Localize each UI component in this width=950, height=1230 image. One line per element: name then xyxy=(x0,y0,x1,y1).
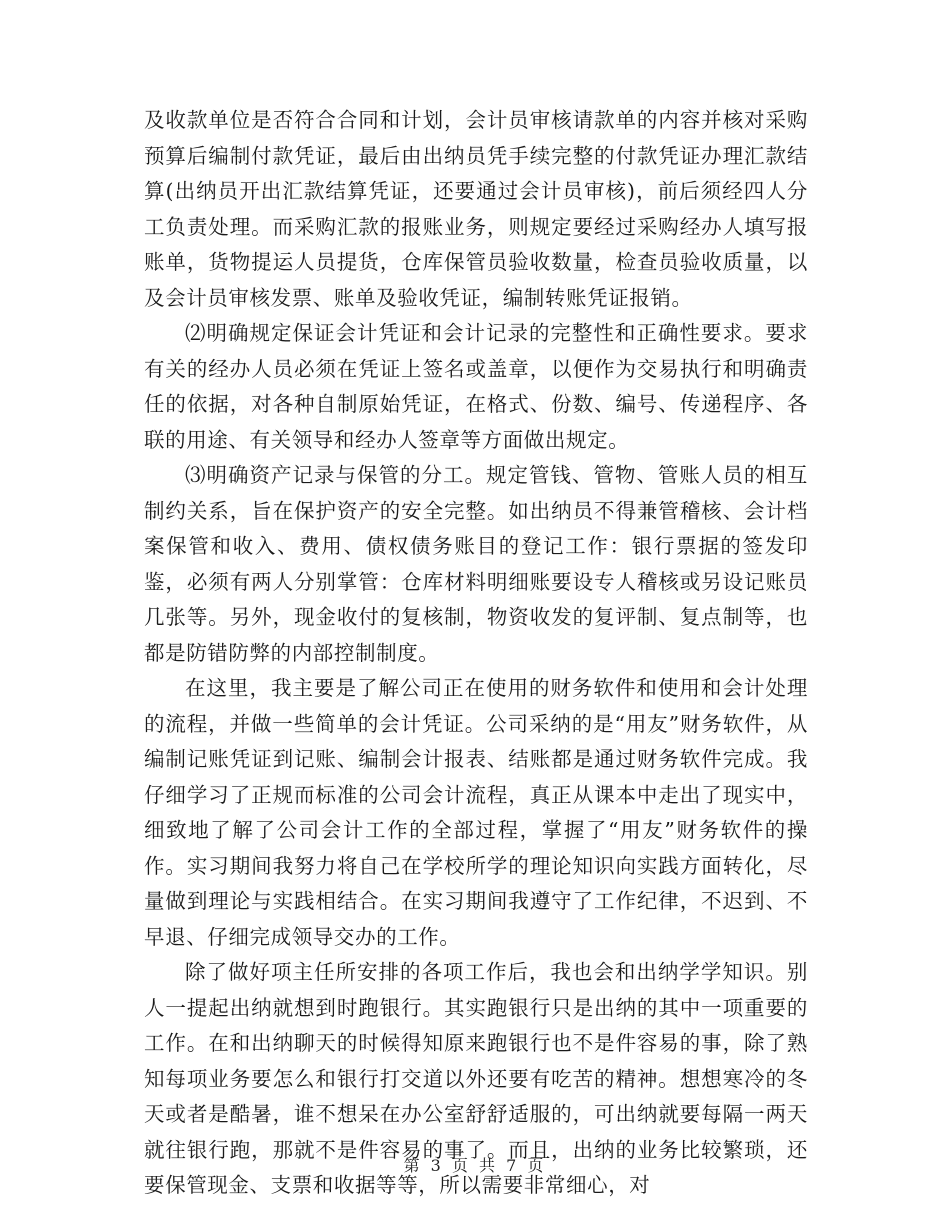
paragraph-continuation: 及收款单位是否符合合同和计划，会计员审核请款单的内容并核对采购预算后编制付款凭证，最后由出纳员凭手续完整的付款凭证办理汇款结算(出纳员开出汇款结算凭证，还要通过会计员审核)，前后须经四人分工负责处理。而采购汇款的报账业务，则规定要经过采购经办人填写报账单，货物提运人员提货，仓库保管员验收数量，检查员验收质量，以及会计员审核发票、账单及验收凭证，编制转账凭证报销。 xyxy=(144,108,808,310)
paragraph-software-practice: 在这里，我主要是了解公司正在使用的财务软件和使用和会计处理的流程，并做一些简单的会计凭证。公司采纳的是“用友”财务软件，从编制记账凭证到记账、编制会计报表、结账都是通过财务软件完成。我仔细学习了正规而标准的公司会计流程，真正从课本中走出了现实中，细致地了解了公司会计工作的全部过程，掌握了“用友”财务软件的操作。实习期间我努力将自己在学校所学的理论知识向实践方面转化，尽量做到理论与实践相结合。在实习期间我遵守了工作纪律，不迟到、不早退、仔细完成领导交办的工作。 xyxy=(144,676,808,949)
paragraph-cashier-learning: 除了做好项主任所安排的各项工作后，我也会和出纳学学知识。别人一提起出纳就想到时跑银行。其实跑银行只是出纳的其中一项重要的工作。在和出纳聊天的时候得知原来跑银行也不是件容易的事，除了熟知每项业务要怎么和银行打交道以外还要有吃苦的精神。想想寒冷的冬天或者是酷暑，谁不想呆在办公室舒舒适服的，可出纳就要每隔一两天就往银行跑，那就不是件容易的事了。而且，出纳的业务比较繁琐，还要保管现金、支票和收据等等，所以需要非常细心，对 xyxy=(144,960,808,1197)
paragraph-item-2: ⑵明确规定保证会计凭证和会计记录的完整性和正确性要求。要求有关的经办人员必须在凭证上签名或盖章，以便作为交易执行和明确责任的依据，对各种自制原始凭证，在格式、份数、编号、传递程序、各联的用途、有关领导和经办人签章等方面做出规定。 xyxy=(144,321,808,452)
paragraph-item-3: ⑶明确资产记录与保管的分工。规定管钱、管物、管账人员的相互制约关系，旨在保护资产的安全完整。如出纳员不得兼管稽核、会计档案保管和收入、费用、债权债务账目的登记工作：银行票据的签发印鉴，必须有两人分别掌管：仓库材料明细账要设专人稽核或另设记账员几张等。另外，现金收付的复核制，物资收发的复评制、复点制等，也都是防错防弊的内部控制制度。 xyxy=(144,463,808,665)
page-number-footer: 第 3 页 共 7 页 xyxy=(403,1156,547,1175)
document-body xyxy=(144,103,808,1204)
